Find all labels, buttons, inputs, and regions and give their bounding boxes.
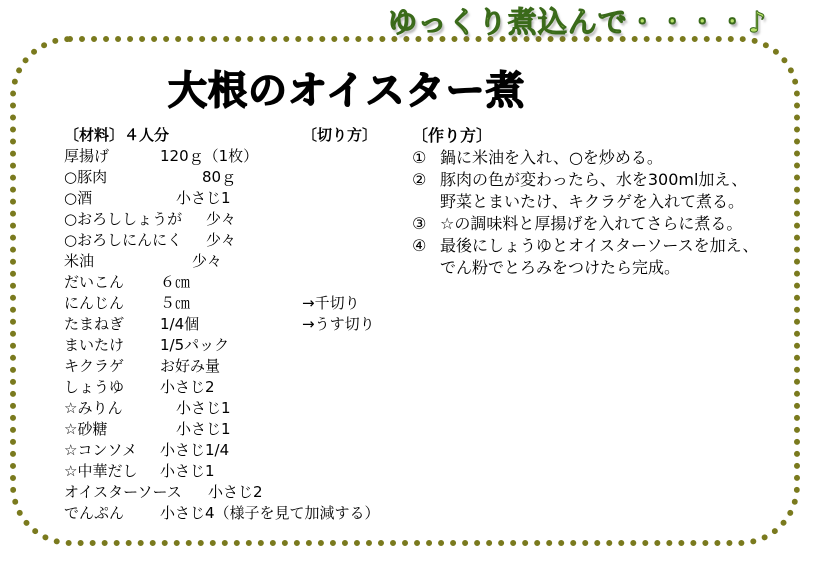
step-text: ☆の調味料と厚揚げを入れてさらに煮る。	[440, 214, 743, 233]
ingredient-name: ○おろししょうが	[64, 210, 183, 228]
ingredient-row	[64, 356, 394, 377]
ingredient-row	[64, 335, 394, 356]
ingredient-row	[64, 272, 394, 293]
ingredient-qty: 小さじ1	[160, 462, 215, 480]
step-4	[412, 235, 759, 279]
step-number: ②	[412, 170, 427, 189]
ingredient-name: まいたけ	[64, 336, 125, 354]
ingredient-row	[64, 167, 394, 188]
ingredient-name: 米油	[64, 252, 95, 270]
ingredient-qty: 1/4個	[160, 315, 200, 333]
ingredients-heading: 〔材料〕４人分	[64, 126, 170, 144]
ingredient-qty: ５㎝	[160, 294, 191, 312]
ingredient-name: にんじん	[64, 294, 125, 312]
ingredient-name: ☆中華だし	[64, 462, 138, 480]
ingredient-row	[64, 188, 394, 209]
ingredient-row	[64, 440, 394, 461]
tagline: ゆっくり煮込んで・・・・♪	[388, 5, 768, 39]
cutting-heading: 〔切り方〕	[302, 126, 378, 144]
ingredient-row	[64, 482, 394, 503]
method-heading: 〔作り方〕	[412, 126, 493, 145]
ingredient-qty: 1/5パック	[160, 336, 230, 354]
ingredient-row	[64, 419, 394, 440]
ingredient-name: でんぷん	[64, 504, 125, 522]
ingredient-qty: 小さじ2	[160, 378, 215, 396]
ingredient-qty: ６㎝	[160, 273, 191, 291]
step-text: 豚肉の色が変わったら、水を300ml加え、	[440, 170, 748, 189]
ingredient-qty: 少々	[206, 231, 237, 249]
step-3	[412, 213, 759, 235]
ingredient-name: 厚揚げ	[64, 147, 110, 165]
step-1	[412, 147, 759, 169]
ingredient-row	[64, 209, 394, 230]
ingredient-qty: 小さじ2	[208, 483, 263, 501]
ingredient-name: だいこん	[64, 273, 125, 291]
ingredient-qty: 小さじ1	[176, 420, 231, 438]
step-number: ③	[412, 214, 427, 233]
ingredient-qty: 80ｇ	[202, 168, 237, 186]
ingredient-row	[64, 398, 394, 419]
ingredient-row	[64, 230, 394, 251]
ingredient-qty: 小さじ1/4	[160, 441, 230, 459]
ingredient-qty: 少々	[192, 252, 223, 270]
ingredient-name: オイスターソース	[64, 483, 182, 501]
step-number: ④	[412, 236, 427, 255]
ingredient-qty: お好み量	[160, 357, 221, 375]
ingredient-name: ○豚肉	[64, 168, 108, 186]
ingredient-name: ○おろしにんにく	[64, 231, 183, 249]
ingredient-row	[64, 251, 394, 272]
step-number: ①	[412, 148, 427, 167]
ingredient-qty: 小さじ1	[176, 189, 231, 207]
ingredient-name: キクラゲ	[64, 357, 125, 375]
ingredient-name: たまねぎ	[64, 315, 125, 333]
recipe-title: 大根のオイスター煮	[168, 69, 526, 114]
step-2	[412, 169, 759, 213]
ingredient-qty: 少々	[206, 210, 237, 228]
ingredient-qty: 小さじ4（様子を見て加減する）	[160, 504, 380, 522]
step-text: 鍋に米油を入れ、○を炒める。	[440, 148, 663, 167]
cut-carrot: →うす切り	[302, 315, 375, 333]
ingredient-name: ○酒	[64, 189, 93, 207]
ingredient-row	[64, 503, 394, 524]
ingredient-row	[64, 461, 394, 482]
ingredient-qty: 120ｇ（1枚）	[160, 147, 259, 165]
ingredient-name: ☆砂糖	[64, 420, 108, 438]
cutting-section	[302, 125, 378, 333]
ingredient-name: ☆コンソメ	[64, 441, 138, 459]
step-text: 野菜とまいたけ、キクラゲを入れて煮る。	[440, 192, 745, 211]
ingredient-row	[64, 377, 394, 398]
step-text: でん粉でとろみをつけたら完成。	[440, 258, 681, 277]
cut-daikon: →千切り	[302, 294, 360, 312]
step-text: 最後にしょうゆとオイスターソースを加え、	[440, 236, 759, 255]
ingredient-qty: 小さじ1	[176, 399, 231, 417]
ingredient-row	[64, 146, 394, 167]
ingredient-name: しょうゆ	[64, 378, 125, 396]
ingredient-name: ☆みりん	[64, 399, 123, 417]
method-section	[412, 125, 759, 279]
